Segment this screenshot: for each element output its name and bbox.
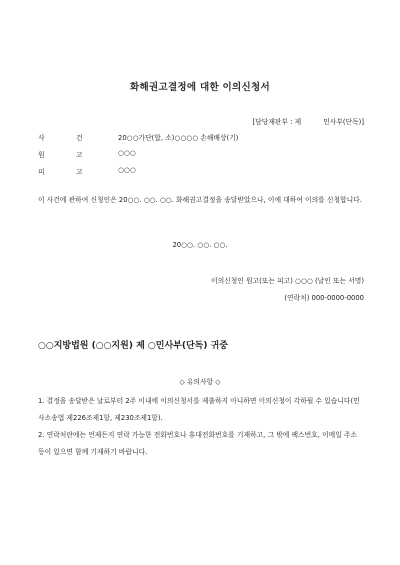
field-plaintiff-value: ○○○ xyxy=(118,149,136,157)
signature-contact: (연락처) 000-0000-0000 xyxy=(284,294,364,302)
court-addressee: ○○지방법원 (○○지원) 제 ○민사부(단독) 귀중 xyxy=(38,341,228,351)
notes-heading: ◇ 유의사항 ◇ xyxy=(179,378,221,386)
field-defendant-value: ○○○ xyxy=(118,166,136,174)
body-paragraph: 이 사건에 관하여 신청인은 20○○. ○○. ○○. 화해권고결정을 송달받았으나, 이에 대하여 이의를 신청합니다. xyxy=(38,196,362,204)
document-title: 화해권고결정에 대한 이의신청서 xyxy=(130,82,270,93)
department-line xyxy=(253,116,364,126)
field-plaintiff-label-2: 고 xyxy=(76,151,83,159)
field-case-label-2: 건 xyxy=(76,134,83,142)
field-defendant-label-2: 고 xyxy=(76,168,83,176)
field-case-value: 20○○가단(합, 소)○○○○ 손해배상(기) xyxy=(118,134,239,142)
note-item-1: 1. 결정을 송달받은 날로부터 2주 이내에 이의신청서를 제출하지 아니하면 이의신청이 각하될 수 있습니다(민사소송법 제226조제1항, 제230조제1항). xyxy=(38,397,360,422)
field-plaintiff-label-1: 원 xyxy=(38,151,45,159)
document-date: 20○○. ○○. ○○. xyxy=(172,241,228,249)
signature-applicant: 이의신청인 원고(또는 피고) ○○○ (날인 또는 서명) xyxy=(211,277,364,285)
department-label: [담당재판부 : 제 xyxy=(252,118,302,126)
field-case-label-1: 사 xyxy=(38,134,45,142)
department-suffix: 민사부(단독)] xyxy=(323,118,364,126)
note-item-2: 2. 연락처란에는 언제든지 연락 가능한 전화번호나 휴대전화번호를 기재하고, 그 밖에 팩스번호, 이메일 주소 등이 있으면 함께 기재하기 바랍니다. xyxy=(38,431,358,456)
field-defendant-label-1: 피 xyxy=(38,168,45,176)
